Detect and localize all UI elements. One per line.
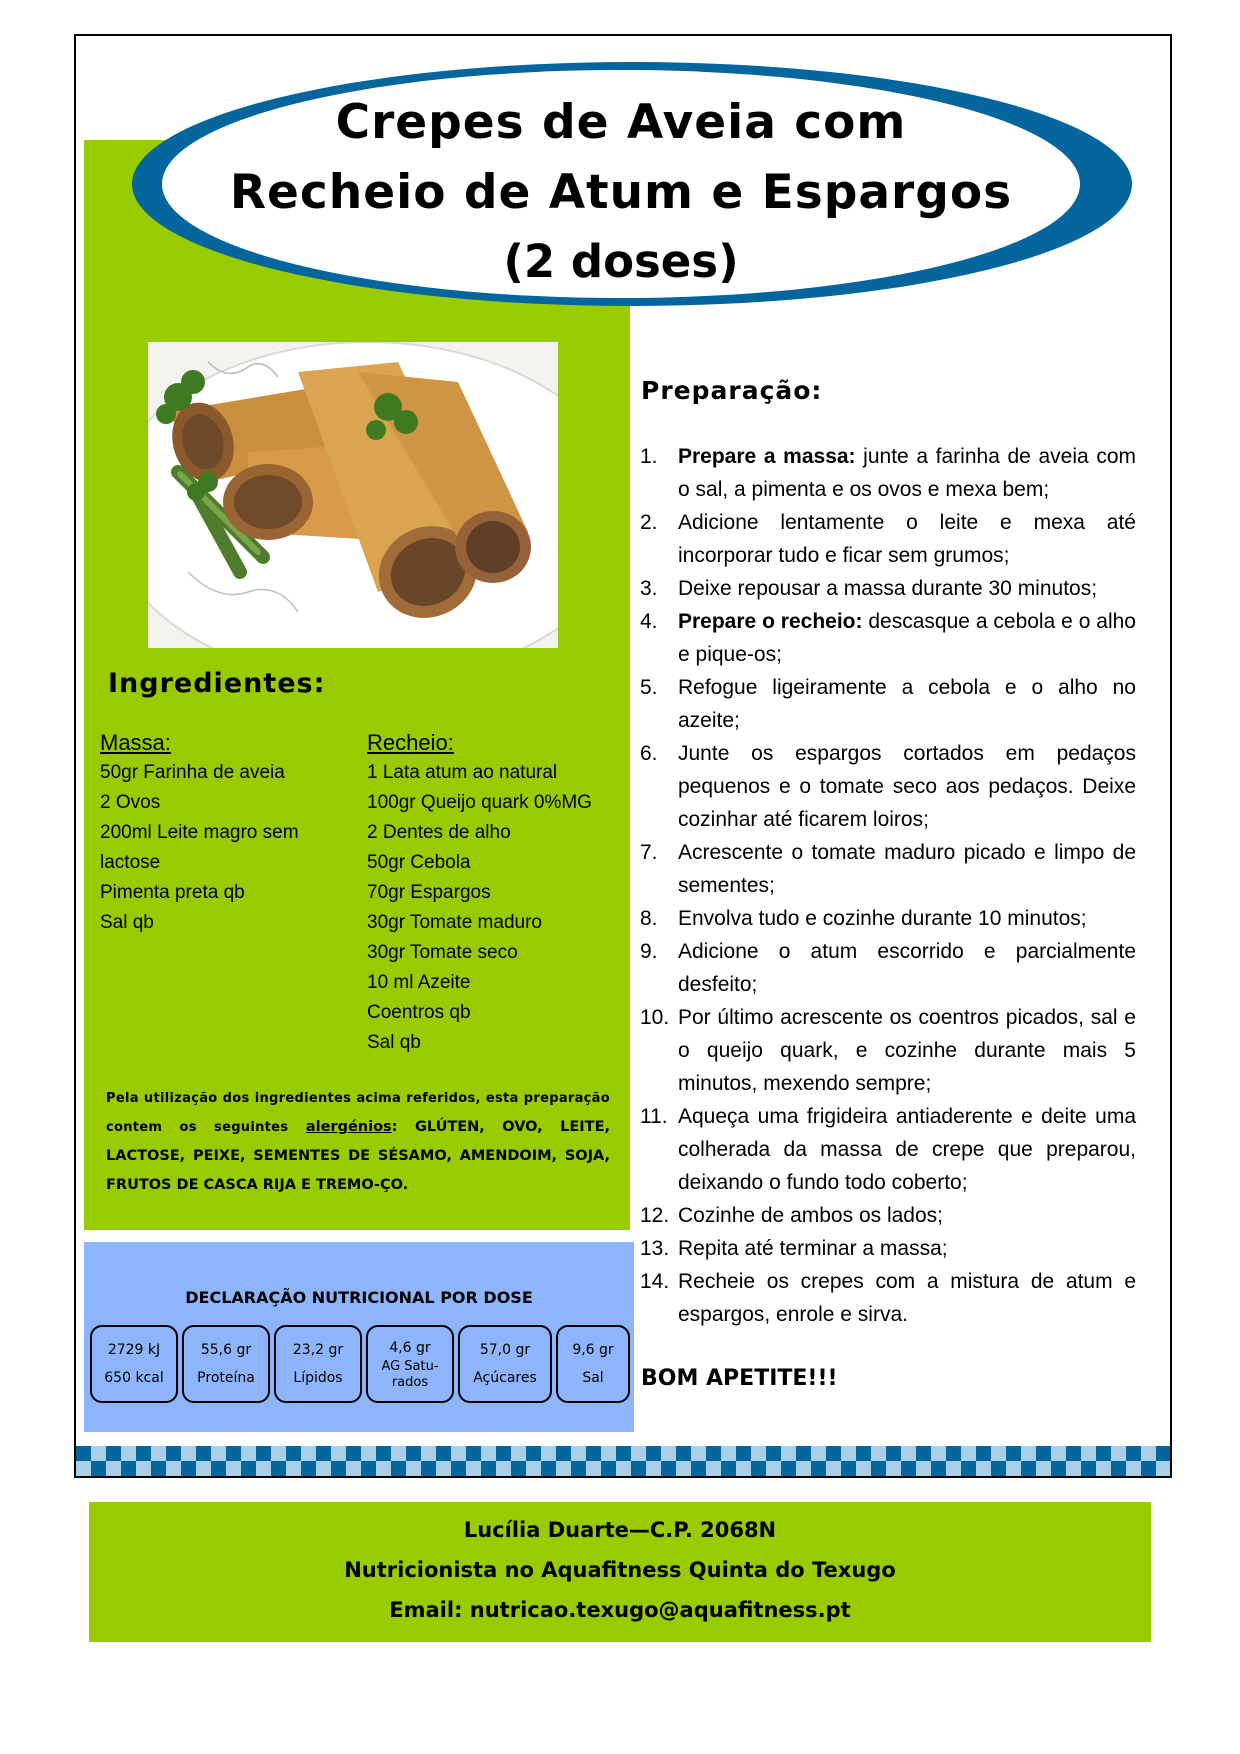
step-item: 7. Acrescente o tomate maduro picado e limpo de sementes;	[640, 841, 1136, 897]
title-line-1: Crepes de Aveia com	[335, 95, 907, 150]
fat-label: Lípidos	[293, 1370, 343, 1386]
allergen-list: : GLÚTEN, OVO, LEITE, LACTOSE, PEIXE, SEMENTES DE SÉSAMO, AMENDOIM, SOJA, FRUTOS DE CASCA RIJA E TREMO-ÇO.	[106, 1119, 610, 1193]
nutrition-fat	[274, 1325, 362, 1403]
nutrition-declaration	[84, 1242, 634, 1432]
recheio-item: 50gr Cebola	[367, 852, 471, 873]
recheio-item: 1 Lata atum ao natural	[367, 762, 558, 783]
sugars-label: Açúcares	[473, 1370, 537, 1386]
saturated-label-1: AG Satu-	[381, 1359, 439, 1374]
checker-pattern-icon	[76, 1446, 1170, 1476]
step-item: 9. Adicione o atum escorrido e parcialmente desfeito;	[640, 940, 1136, 996]
massa-item: Sal qb	[100, 912, 154, 933]
allergen-notice	[106, 1084, 610, 1200]
saturated-value: 4,6 gr	[389, 1340, 431, 1356]
step-item: 1. Prepare a massa: junte a farinha de aveia com o sal, a pimenta e os ovos e mexa bem;	[640, 445, 1136, 501]
recheio-heading: Recheio:	[367, 730, 454, 755]
saturated-label-2: rados	[391, 1375, 429, 1390]
massa-item: 2 Ovos	[100, 792, 161, 813]
step-item: 5. Refogue ligeiramente a cebola e o alho no azeite;	[640, 676, 1136, 732]
recheio-item: 100gr Queijo quark 0%MG	[367, 792, 592, 813]
recheio-list	[367, 728, 627, 1058]
author-footer	[89, 1502, 1151, 1642]
checker-border	[76, 1446, 1170, 1476]
title-line-2: Recheio de Atum e Espargos	[229, 165, 1013, 220]
nutrition-protein	[182, 1325, 270, 1403]
recheio-item: 30gr Tomate maduro	[367, 912, 542, 933]
recheio-item: 10 ml Azeite	[367, 972, 471, 993]
fat-value: 23,2 gr	[292, 1342, 344, 1358]
salt-label: Sal	[582, 1370, 604, 1386]
step-item: 6. Junte os espargos cortados em pedaços pequenos e o tomate seco aos pedaços. Deixe cozinhar até ficarem loiros;	[640, 742, 1136, 831]
author-name: Lucília Duarte—C.P. 2068N	[463, 1518, 777, 1542]
step-item: 2. Adicione lentamente o leite e mexa até incorporar tudo e ficar sem grumos;	[640, 511, 1136, 567]
step-item: 4. Prepare o recheio: descasque a cebola e o alho e pique-os;	[640, 610, 1136, 666]
crepes-photo	[148, 342, 558, 648]
energy-kcal: 650 kcal	[104, 1370, 164, 1386]
recheio-item: 70gr Espargos	[367, 882, 491, 903]
step-item: 10. Por último acrescente os coentros picados, sal e o queijo quark, e cozinhe durante mais 5 minutos, mexendo sempre;	[640, 1006, 1136, 1095]
recheio-item: 2 Dentes de alho	[367, 822, 511, 843]
step-item: 14. Recheie os crepes com a mistura de atum e espargos, enrole e sirva.	[640, 1270, 1136, 1326]
nutrition-energy	[90, 1325, 178, 1403]
recheio-item: Coentros qb	[367, 1002, 471, 1023]
ingredients-heading: Ingredientes:	[108, 668, 326, 699]
massa-item: lactose	[100, 852, 161, 873]
massa-item: 50gr Farinha de aveia	[100, 762, 285, 783]
recheio-item: 30gr Tomate seco	[367, 942, 518, 963]
recheio-item: Sal qb	[367, 1032, 421, 1053]
nutrition-saturated	[366, 1325, 454, 1403]
massa-item: 200ml Leite magro sem	[100, 822, 299, 843]
nutrition-salt	[556, 1325, 630, 1403]
nutrition-title: DECLARAÇÃO NUTRICIONAL POR DOSE	[185, 1288, 533, 1307]
protein-value: 55,6 gr	[200, 1342, 252, 1358]
author-email: Email: nutricao.texugo@aquafitness.pt	[389, 1598, 851, 1622]
energy-kj: 2729 kJ	[107, 1342, 161, 1358]
massa-list	[100, 728, 350, 938]
closing-message: BOM APETITE!!!	[641, 1366, 838, 1391]
author-role: Nutricionista no Aquafitness Quinta do Texugo	[344, 1558, 896, 1582]
nutrition-sugars	[458, 1325, 552, 1403]
preparation-heading: Preparação:	[641, 376, 823, 405]
recipe-title	[162, 88, 1080, 296]
massa-heading: Massa:	[100, 730, 171, 755]
title-servings: (2 doses)	[503, 235, 739, 288]
step-item: 11. Aqueça uma frigideira antiaderente e deite uma colherada da massa de crepe que preparou, deixando o fundo todo coberto;	[640, 1105, 1136, 1194]
sugars-value: 57,0 gr	[479, 1342, 531, 1358]
crepes-illustration-icon	[148, 342, 558, 648]
step-item: 8. Envolva tudo e cozinhe durante 10 minutos;	[640, 907, 1087, 930]
massa-item: Pimenta preta qb	[100, 882, 245, 903]
protein-label: Proteína	[197, 1370, 255, 1386]
step-item: 12. Cozinhe de ambos os lados;	[640, 1204, 943, 1227]
salt-value: 9,6 gr	[572, 1342, 614, 1358]
step-item: 3. Deixe repousar a massa durante 30 minutos;	[640, 577, 1098, 600]
preparation-steps	[640, 440, 1136, 1331]
step-item: 13. Repita até terminar a massa;	[640, 1237, 948, 1260]
allergen-keyword: alergénios	[305, 1119, 392, 1135]
allergen-prefix: Pela utilização dos ingredientes acima referidos, esta preparação contem os seguintes	[106, 1091, 610, 1135]
